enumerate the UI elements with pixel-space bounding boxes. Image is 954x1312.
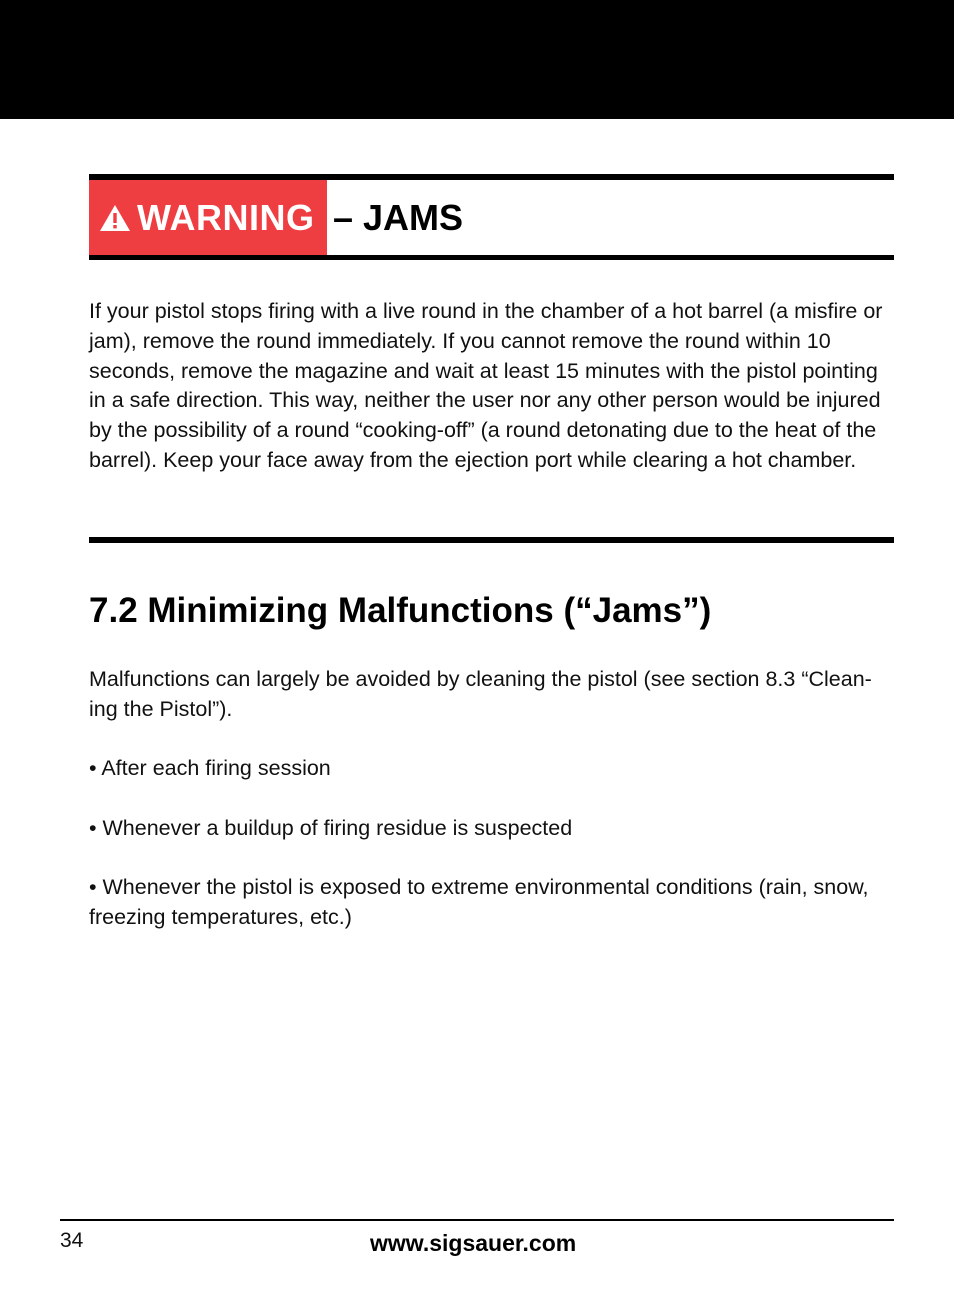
list-item: • After each firing session [89, 756, 331, 780]
warning-label: WARNING [137, 196, 315, 238]
warning-tag [89, 180, 327, 255]
list-item: • Whenever the pistol is exposed to extreme environmental conditions (rain, snow, freezing temperatures, etc.) [89, 875, 869, 929]
warning-body-text: If your pistol stops firing with a live round in the chamber of a hot barrel (a misfire or jam), remove the round immediately. If you cannot remove the round within 10 seconds, remove the magazine and wait at least 15 minutes with the pistol pointing in a safe direction. This way, neither the user nor any other person would be injured by the possibility of a round “cooking-off” (a round detonating due to the heat of the barrel). Keep your face away from the ejection port while clearing a hot chamber. [89, 299, 883, 472]
footer-rule [60, 1219, 894, 1221]
section-intro: Malfunctions can largely be avoided by cleaning the pistol (see section 8.3 “Clean-ing the Pistol”). [89, 667, 872, 721]
section-heading: 7.2 Minimizing Malfunctions (“Jams”) [89, 591, 712, 630]
warning-triangle-icon [99, 204, 131, 232]
warning-box [89, 174, 894, 260]
list-item: • Whenever a buildup of firing residue is suspected [89, 816, 573, 840]
section-divider [89, 537, 894, 543]
footer-url-link[interactable]: www.sigsauer.com [370, 1230, 577, 1256]
warning-title: – JAMS [333, 196, 464, 238]
page-number: 34 [60, 1229, 84, 1252]
top-black-band [0, 0, 954, 119]
